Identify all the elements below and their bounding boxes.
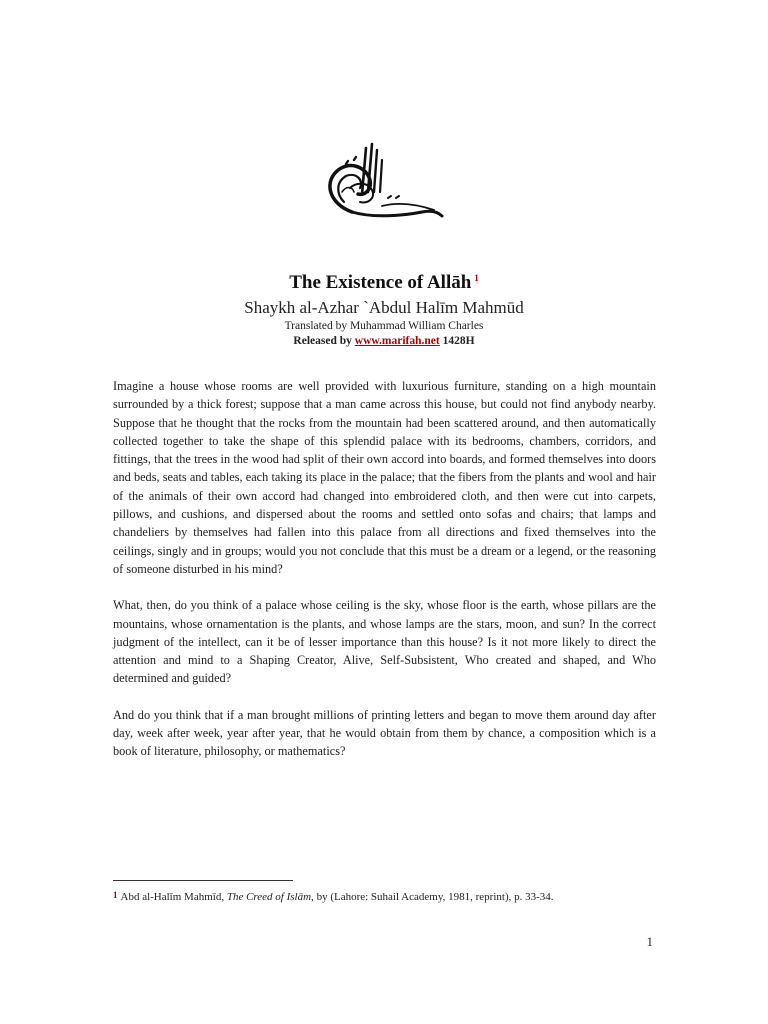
- title-block: [0, 266, 768, 349]
- marifah-link[interactable]: www.marifah.net: [354, 335, 440, 347]
- paragraph: Imagine a house whose rooms are well provided with luxurious furniture, standing on a high mountain surrounded by a thick forest; suppose that a man came across this house, but could not find anybody nearby. Suppose that he thought that the rocks from the mountain had been scattered around, and then automatically collected together to take the shape of this splendid palace with its bedrooms, chambers, corridors, and fittings, that the trees in the wood had split of their own accord into boards, and formed themselves into doors and beds, seats and tables, each taking its place in the palace; that the fibers from the plants and wool and hair of the animals of their own accord had changed into embroidered cloth, and then were cut into carpets, pillows, and cushions, and dispersed about the rooms and settled onto sofas and chairs; that lamps and chandeliers by themselves had fallen into this palace from all directions and fixed themselves into the ceilings, singly and in groups; would you not conclude that this must be a dream or a legend, or the reasoning of someone disturbed in his mind?: [113, 379, 656, 576]
- body-text: [113, 377, 656, 779]
- title-text: The Existence of Allāh: [289, 272, 472, 293]
- footnote-rest: by (Lahore: Suhail Academy, 1981, reprint), p. 33-34.: [316, 891, 554, 903]
- released-prefix: Released by: [293, 335, 352, 347]
- paragraph: What, then, do you think of a palace whose ceiling is the sky, whose floor is the earth, whose pillars are the mountains, whose ornamentation is the plants, and whose lamps are the stars, moon, and sun? In the correct judgment of the intellect, can it be of lesser importance than this house? Is it not more likely to direct the attention and mind to a Shaping Creator, Alive, Self-Subsistent, Who created and shaped, and Who determined and guided?: [113, 598, 656, 686]
- released-suffix: 1428H: [442, 335, 475, 347]
- footnote-author: Abd al-Halīm Mahmīd,: [120, 891, 225, 903]
- translator-line: Translated by Muhammad William Charles: [284, 320, 484, 332]
- footnote-divider: [113, 880, 293, 881]
- released-line: [0, 334, 768, 349]
- footnote-mark: 1: [113, 890, 118, 900]
- basmala-calligraphy-icon: [322, 142, 444, 222]
- paragraph: And do you think that if a man brought millions of printing letters and began to move them around day after day, week after week, year after year, that he would obtain from them by chance, a composition which is a book of literature, philosophy, or mathematics?: [113, 707, 656, 759]
- footnote-book-title: The Creed of Islām,: [226, 891, 314, 903]
- page-number: 1: [646, 934, 653, 949]
- author-line: Shaykh al-Azhar `Abdul Halīm Mahmūd: [244, 298, 524, 317]
- footnote: [113, 888, 673, 905]
- title-footnote-ref[interactable]: 1: [474, 273, 479, 283]
- page-title: [0, 266, 768, 295]
